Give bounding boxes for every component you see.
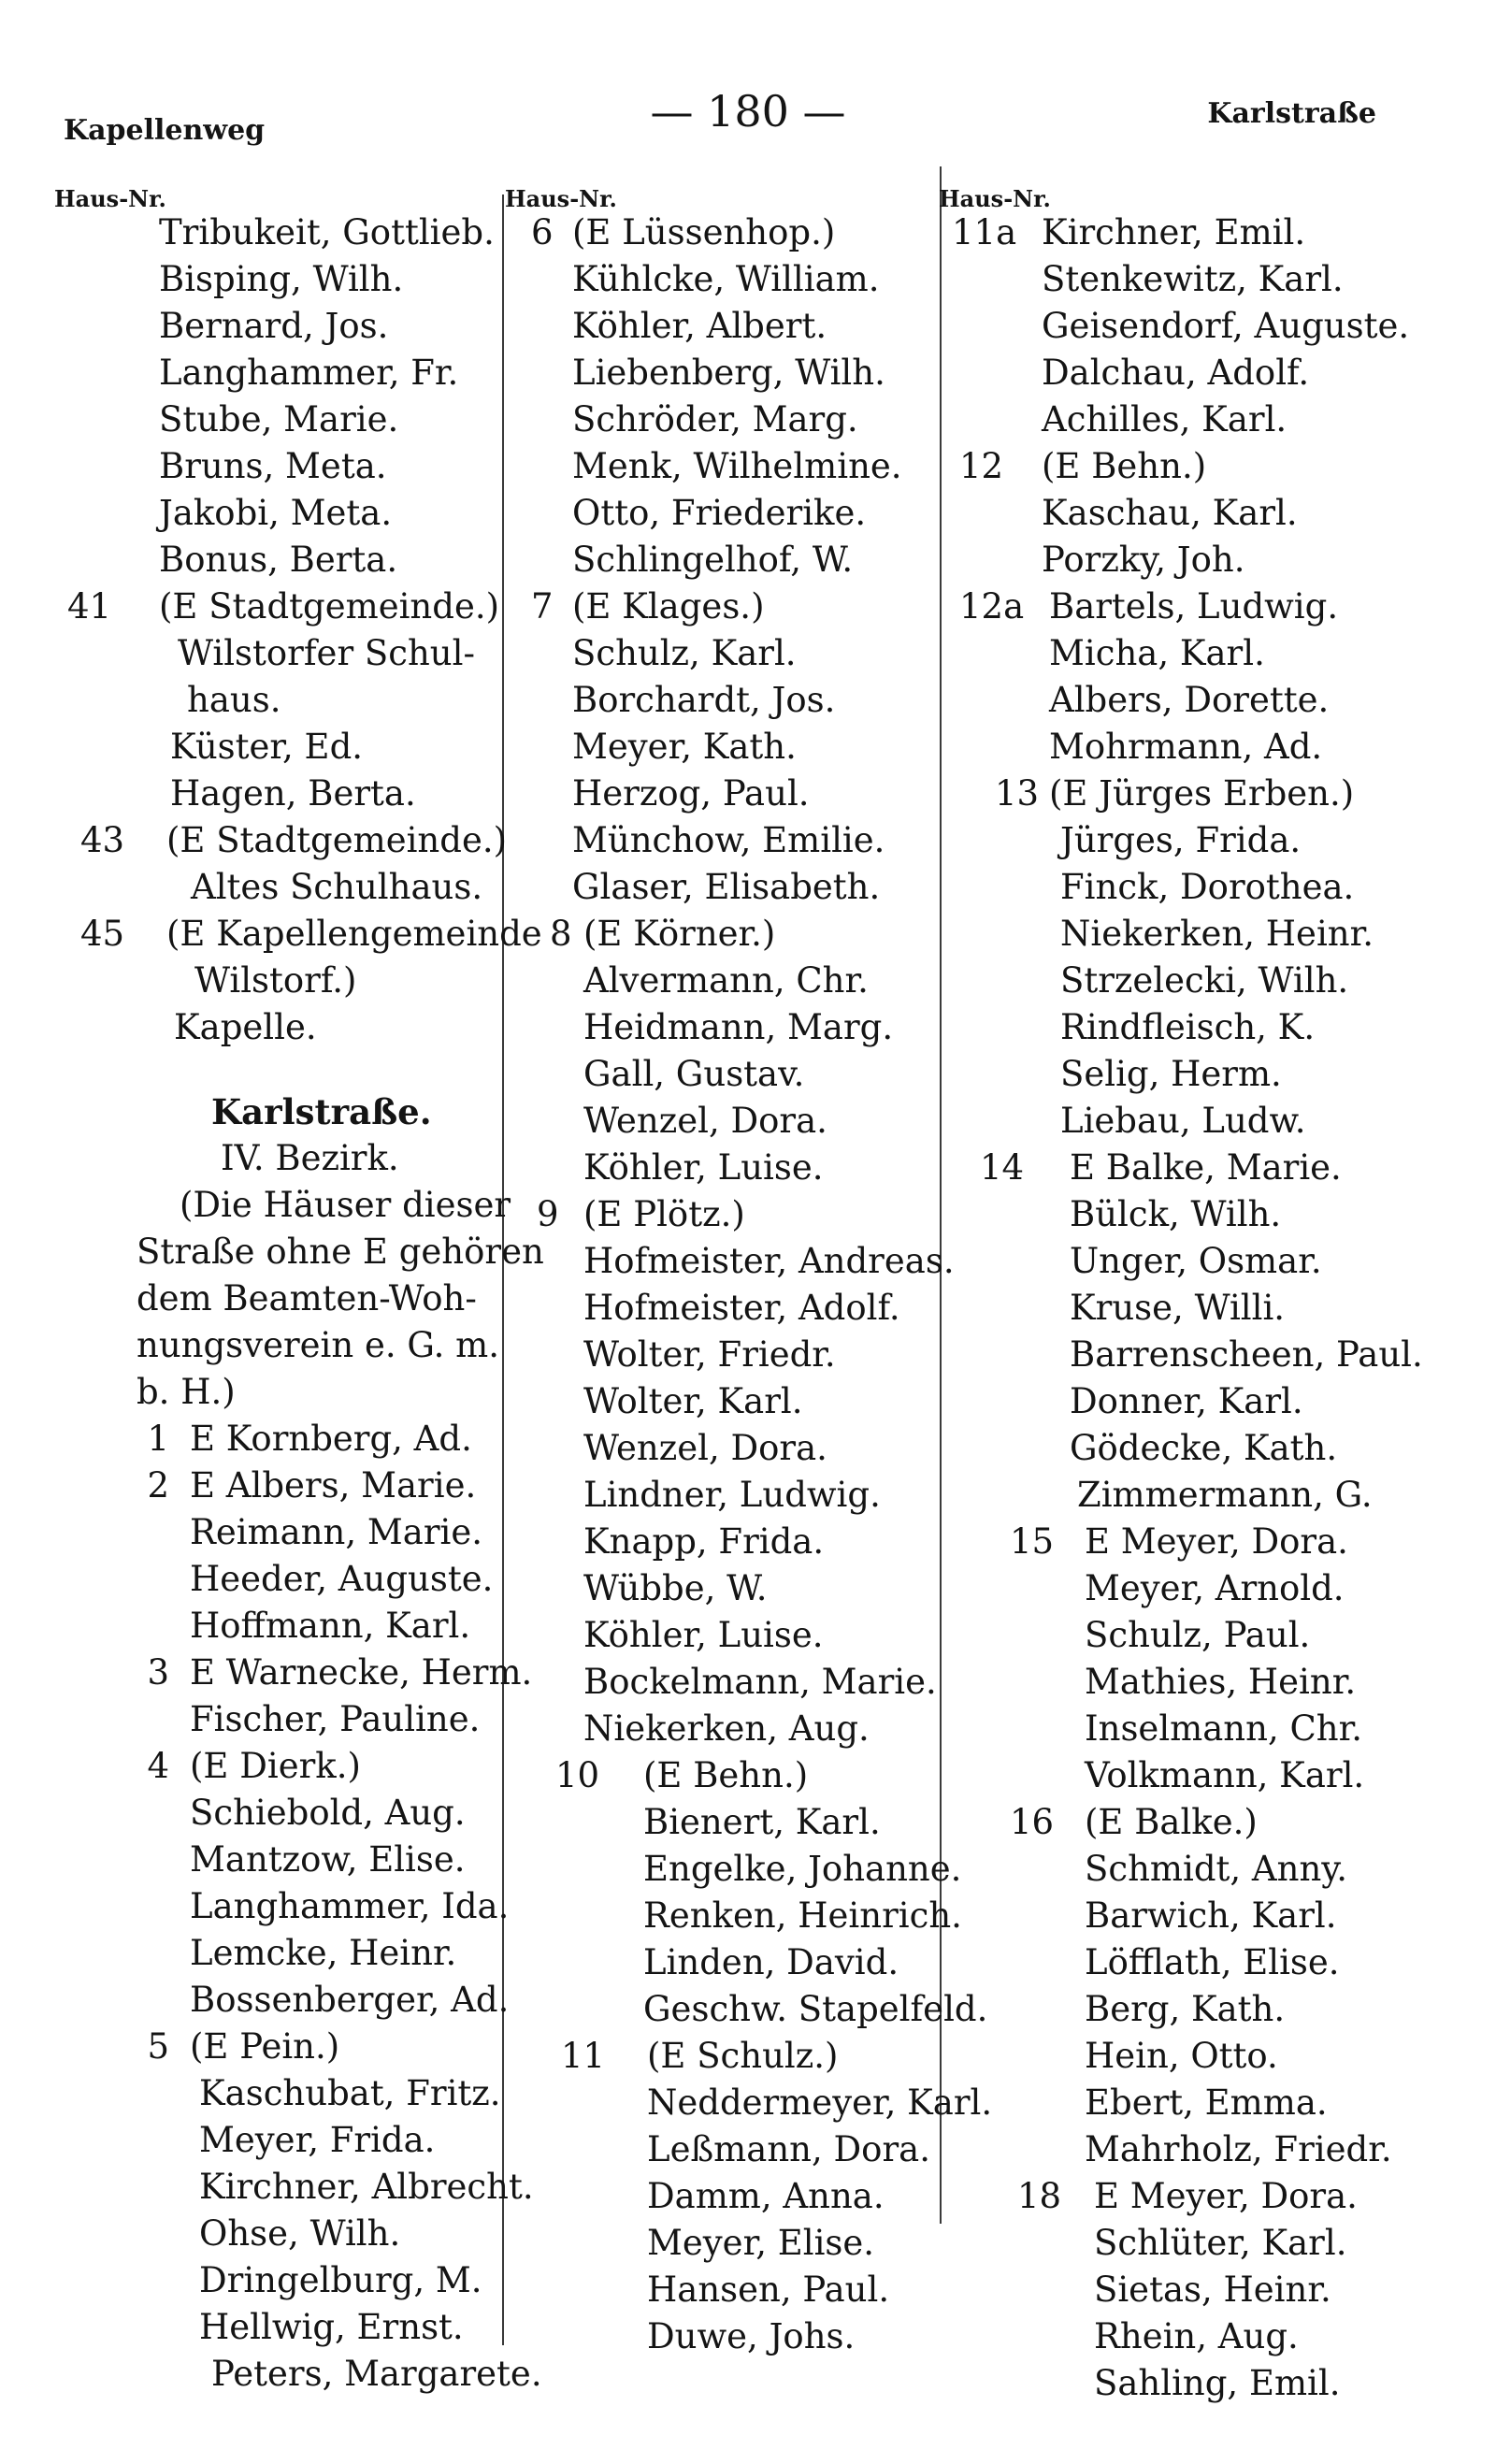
owner-entry: (E Schulz.)	[647, 2036, 839, 2076]
resident-entry: Meyer, Elise.	[647, 2223, 875, 2263]
street-note: nungsverein e. G. m.	[137, 1325, 499, 1365]
district-label: IV. Bezirk.	[221, 1138, 399, 1178]
house-number: 11a	[952, 212, 1017, 252]
house-number: 18	[1017, 2176, 1062, 2216]
resident-entry: Berg, Kath.	[1085, 1989, 1286, 2029]
house-number: 11	[561, 2036, 606, 2076]
resident-entry: Bernard, Jos.	[159, 306, 389, 346]
house-number: 2	[147, 1465, 169, 1506]
resident-entry: haus.	[187, 680, 281, 720]
resident-entry: Jakobi, Meta.	[159, 493, 393, 533]
resident-entry: Kaschau, Karl.	[1042, 493, 1298, 533]
resident-entry: Münchow, Emilie.	[572, 820, 885, 860]
resident-entry: Langhammer, Ida.	[190, 1886, 510, 1926]
resident-entry: Wolter, Friedr.	[583, 1334, 836, 1375]
resident-entry: Kapelle.	[174, 1007, 317, 1047]
owner-entry: (E Dierk.)	[190, 1746, 361, 1786]
resident-entry: Wenzel, Dora.	[583, 1428, 827, 1468]
resident-entry: Schlüter, Karl.	[1094, 2223, 1347, 2263]
column-head-label: Haus-Nr.	[505, 185, 617, 212]
resident-entry: Köhler, Luise.	[583, 1615, 824, 1655]
resident-entry: Volkmann, Karl.	[1085, 1755, 1365, 1795]
resident-entry: Liebau, Ludw.	[1060, 1101, 1306, 1141]
resident-entry: Ohse, Wilh.	[199, 2213, 401, 2254]
resident-entry: Rhein, Aug.	[1094, 2316, 1299, 2356]
resident-entry: Kirchner, Emil.	[1042, 212, 1306, 252]
resident-entry: Porzky, Joh.	[1042, 540, 1245, 580]
resident-entry: Wolter, Karl.	[583, 1381, 803, 1421]
house-number: 15	[1010, 1521, 1055, 1562]
house-number: 9	[537, 1194, 559, 1234]
resident-entry: Bienert, Karl.	[643, 1802, 881, 1842]
resident-entry: Tribukeit, Gottlieb.	[159, 212, 495, 252]
owner-entry: (E Balke.)	[1085, 1802, 1258, 1842]
street-note: dem Beamten-Woh-	[137, 1278, 477, 1318]
resident-entry: Glaser, Elisabeth.	[572, 867, 881, 907]
house-number: 8	[550, 914, 572, 954]
resident-entry: Kühlcke, William.	[572, 259, 880, 299]
resident-entry: Finck, Dorothea.	[1060, 867, 1355, 907]
column-head-label: Haus-Nr.	[54, 185, 166, 212]
resident-entry: Wübbe, W.	[583, 1568, 768, 1608]
street-note: Straße ohne E gehören	[137, 1232, 544, 1272]
header-right-street: Karlstraße	[1207, 97, 1376, 130]
house-number: 12	[959, 446, 1004, 486]
resident-entry: Dalchau, Adolf.	[1042, 353, 1310, 393]
header-left-street: Kapellenweg	[64, 114, 266, 147]
resident-entry: Küster, Ed.	[170, 727, 364, 767]
house-number: 43	[80, 820, 125, 860]
house-number: 1	[147, 1419, 169, 1459]
owner-entry: (E Kapellengemeinde	[166, 914, 542, 954]
street-note: (Die Häuser dieser	[180, 1185, 511, 1225]
resident-entry: Ebert, Emma.	[1085, 2082, 1328, 2123]
resident-entry: Altes Schulhaus.	[191, 867, 483, 907]
resident-entry: Mohrmann, Ad.	[1049, 727, 1323, 767]
owner-entry: (E Stadtgemeinde.)	[166, 820, 508, 860]
resident-entry: Fischer, Pauline.	[190, 1699, 481, 1739]
resident-entry: Hoffmann, Karl.	[190, 1606, 471, 1646]
resident-entry: Geschw. Stapelfeld.	[643, 1989, 988, 2029]
resident-entry: Menk, Wilhelmine.	[572, 446, 902, 486]
resident-entry: Sahling, Emil.	[1094, 2363, 1341, 2403]
resident-entry: Sietas, Heinr.	[1094, 2269, 1331, 2310]
resident-entry: Selig, Herm.	[1060, 1054, 1282, 1094]
resident-entry: Renken, Heinrich.	[643, 1895, 962, 1936]
resident-entry: Liebenberg, Wilh.	[572, 353, 885, 393]
house-number: 45	[80, 914, 125, 954]
resident-entry: Strzelecki, Wilh.	[1060, 960, 1349, 1001]
column-1	[54, 185, 544, 2394]
house-number: 12a	[959, 586, 1025, 627]
resident-entry: Löfflath, Elise.	[1085, 1942, 1340, 1982]
resident-entry: Bockelmann, Marie.	[583, 1662, 937, 1702]
resident-entry: Niekerken, Heinr.	[1060, 914, 1374, 954]
house-number: 5	[147, 2026, 169, 2067]
resident-entry: Lemcke, Heinr.	[190, 1933, 457, 1973]
house-number: 41	[67, 586, 112, 627]
resident-entry: Lindner, Ludwig.	[583, 1475, 881, 1515]
owner-entry: E Kornberg, Ad.	[190, 1419, 472, 1459]
resident-entry: Micha, Karl.	[1049, 633, 1265, 673]
resident-entry: Heidmann, Marg.	[583, 1007, 894, 1047]
resident-entry: Barrenscheen, Paul.	[1070, 1334, 1423, 1375]
resident-entry: Jürges, Frida.	[1060, 820, 1302, 860]
resident-entry: Otto, Friederike.	[572, 493, 867, 533]
resident-entry: Wilstorfer Schul-	[178, 633, 475, 673]
owner-entry: (E Jürges Erben.)	[1049, 773, 1355, 814]
house-number: 6	[531, 212, 554, 252]
resident-entry: Wenzel, Dora.	[583, 1101, 827, 1141]
owner-entry: (E Pein.)	[190, 2026, 340, 2067]
resident-entry: Köhler, Luise.	[583, 1147, 824, 1188]
resident-entry: Bossenberger, Ad.	[190, 1980, 510, 2020]
resident-entry: Langhammer, Fr.	[159, 353, 459, 393]
resident-entry: Hofmeister, Andreas.	[583, 1241, 955, 1281]
house-number: 10	[555, 1755, 600, 1795]
house-number: 13	[995, 773, 1040, 814]
house-number: 4	[147, 1746, 169, 1786]
resident-entry: Unger, Osmar.	[1070, 1241, 1322, 1281]
house-number: 16	[1010, 1802, 1055, 1842]
resident-entry: Kirchner, Albrecht.	[199, 2167, 534, 2207]
resident-entry: Mathies, Heinr.	[1085, 1662, 1357, 1702]
resident-entry: Bisping, Wilh.	[159, 259, 404, 299]
resident-entry: Schlingelhof, W.	[572, 540, 854, 580]
resident-entry: Schulz, Karl.	[572, 633, 797, 673]
resident-entry: Barwich, Karl.	[1085, 1895, 1337, 1936]
owner-entry: (E Klages.)	[572, 586, 765, 627]
resident-entry: Niekerken, Aug.	[583, 1708, 870, 1749]
resident-entry: Hellwig, Ernst.	[199, 2307, 464, 2347]
owner-entry: (E Lüssenhop.)	[572, 212, 836, 252]
page-header	[0, 86, 1496, 147]
resident-entry: Mahrholz, Friedr.	[1085, 2129, 1392, 2169]
resident-entry: Herzog, Paul.	[572, 773, 810, 814]
column-3	[939, 185, 1425, 2403]
resident-entry: Bülck, Wilh.	[1070, 1194, 1282, 1234]
resident-entry: Hofmeister, Adolf.	[583, 1288, 900, 1328]
owner-entry: E Meyer, Dora.	[1094, 2176, 1358, 2216]
resident-entry: Meyer, Kath.	[572, 727, 797, 767]
resident-entry: Inselmann, Chr.	[1085, 1708, 1363, 1749]
resident-entry: Bonus, Berta.	[159, 540, 398, 580]
resident-entry: Achilles, Karl.	[1042, 399, 1287, 439]
resident-entry: Peters, Margarete.	[211, 2354, 542, 2394]
resident-entry: Meyer, Arnold.	[1085, 1568, 1345, 1608]
resident-entry: Stube, Marie.	[159, 399, 399, 439]
resident-entry: Dringelburg, M.	[199, 2260, 482, 2300]
column-head-label: Haus-Nr.	[939, 185, 1051, 212]
owner-entry: (E Behn.)	[643, 1755, 809, 1795]
resident-entry: Schulz, Paul.	[1085, 1615, 1311, 1655]
street-note: b. H.)	[137, 1372, 236, 1412]
resident-entry: Linden, David.	[643, 1942, 899, 1982]
resident-entry: Schmidt, Anny.	[1085, 1849, 1348, 1889]
house-number: 14	[980, 1147, 1025, 1188]
resident-entry: Neddermeyer, Karl.	[647, 2082, 993, 2123]
page-number: — 180 —	[650, 86, 846, 137]
resident-entry: Knapp, Frida.	[583, 1521, 825, 1562]
resident-entry: Kaschubat, Fritz.	[199, 2073, 501, 2113]
resident-entry: Albers, Dorette.	[1049, 680, 1330, 720]
owner-entry: E Balke, Marie.	[1070, 1147, 1342, 1188]
resident-entry: Schiebold, Aug.	[190, 1793, 466, 1833]
owner-entry: E Albers, Marie.	[190, 1465, 477, 1506]
resident-entry: Bruns, Meta.	[159, 446, 387, 486]
resident-entry: Borchardt, Jos.	[572, 680, 836, 720]
resident-entry: Meyer, Frida.	[199, 2120, 436, 2160]
resident-entry: Wilstorf.)	[194, 960, 357, 1001]
street-title: Karlstraße.	[211, 1091, 432, 1132]
resident-entry: Stenkewitz, Karl.	[1042, 259, 1344, 299]
resident-entry: Hansen, Paul.	[647, 2269, 890, 2310]
owner-entry: (E Stadtgemeinde.)	[159, 586, 500, 627]
resident-entry: Alvermann, Chr.	[583, 960, 869, 1001]
house-number: 3	[147, 1652, 169, 1693]
resident-entry: Reimann, Marie.	[190, 1512, 483, 1552]
owner-entry: (E Behn.)	[1042, 446, 1207, 486]
resident-entry: Duwe, Johs.	[647, 2316, 856, 2356]
resident-entry: Hein, Otto.	[1085, 2036, 1278, 2076]
resident-entry: Bartels, Ludwig.	[1049, 586, 1339, 627]
resident-entry: Donner, Karl.	[1070, 1381, 1303, 1421]
resident-entry: Damm, Anna.	[647, 2176, 885, 2216]
owner-entry: (E Plötz.)	[583, 1194, 745, 1234]
resident-entry: Zimmermann, G.	[1077, 1475, 1373, 1515]
resident-entry: Geisendorf, Auguste.	[1042, 306, 1410, 346]
resident-entry: Gödecke, Kath.	[1070, 1428, 1338, 1468]
owner-entry: E Warnecke, Herm.	[190, 1652, 533, 1693]
resident-entry: Gall, Gustav.	[583, 1054, 805, 1094]
resident-entry: Rindfleisch, K.	[1060, 1007, 1316, 1047]
resident-entry: Hagen, Berta.	[170, 773, 416, 814]
house-number: 7	[531, 586, 554, 627]
resident-entry: Leßmann, Dora.	[647, 2129, 930, 2169]
resident-entry: Mantzow, Elise.	[190, 1839, 466, 1880]
owner-entry: E Meyer, Dora.	[1085, 1521, 1348, 1562]
resident-entry: Engelke, Johanne.	[643, 1849, 962, 1889]
owner-entry: (E Körner.)	[583, 914, 776, 954]
resident-entry: Köhler, Albert.	[572, 306, 827, 346]
resident-entry: Schröder, Marg.	[572, 399, 858, 439]
resident-entry: Kruse, Willi.	[1070, 1288, 1286, 1328]
resident-entry: Heeder, Auguste.	[190, 1559, 494, 1599]
